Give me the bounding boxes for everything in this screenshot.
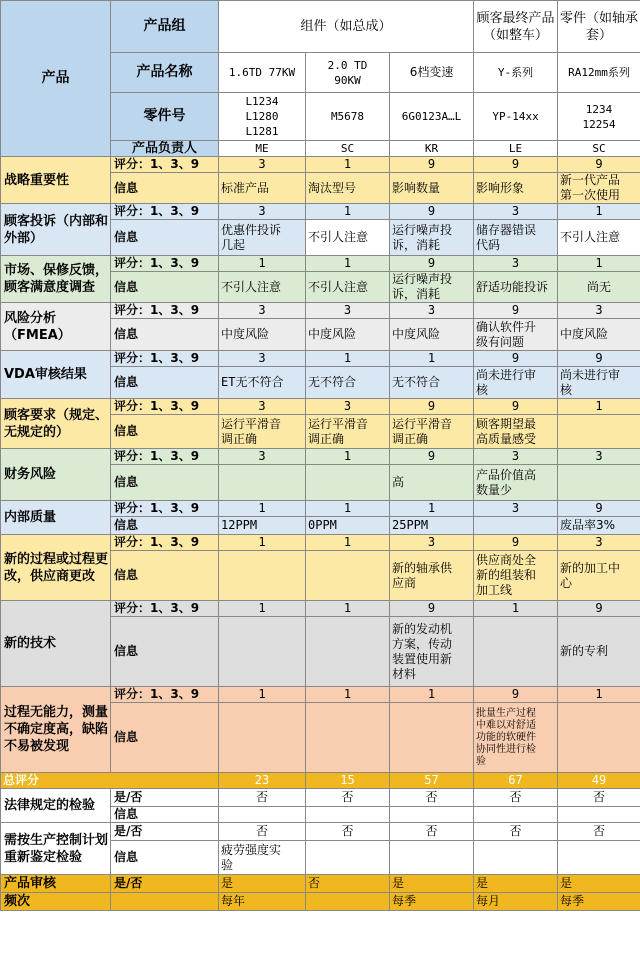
info-label: 信息	[111, 220, 219, 256]
score-cell: 9	[390, 449, 474, 465]
total-score-label: 总评分	[1, 773, 219, 789]
info-cell	[219, 703, 306, 773]
score-cell: 1	[219, 501, 306, 517]
info-label: 信息	[111, 517, 219, 535]
requal-info	[474, 841, 558, 875]
score-cell: 1	[219, 687, 306, 703]
score-cell: 9	[390, 157, 474, 173]
criterion-title: 内部质量	[1, 501, 111, 535]
yes-no-label: 是/否	[111, 789, 219, 807]
info-cell: 产品价值高 数量少	[474, 465, 558, 501]
info-cell: 0PPM	[306, 517, 390, 535]
info-cell: 标准产品	[219, 173, 306, 204]
requal-value: 否	[558, 823, 640, 841]
frequency-title: 频次	[1, 893, 111, 911]
total-score-value: 49	[558, 773, 640, 789]
score-cell: 3	[474, 256, 558, 272]
info-cell: 尚无	[558, 272, 640, 303]
score-label: 评分：1、3、9	[111, 303, 219, 319]
info-cell: 中度风险	[219, 319, 306, 351]
info-cell: 尚未进行审 核	[558, 367, 640, 399]
info-cell: 新的专利	[558, 617, 640, 687]
score-cell: 1	[306, 256, 390, 272]
score-cell: 1	[306, 601, 390, 617]
audit-value: 是	[558, 875, 640, 893]
info-cell: ET无不符合	[219, 367, 306, 399]
total-score-value: 67	[474, 773, 558, 789]
legal-title: 法律规定的检验	[1, 789, 111, 823]
info-label: 信息	[111, 272, 219, 303]
info-cell	[306, 617, 390, 687]
score-cell: 9	[474, 157, 558, 173]
info-label: 信息	[111, 319, 219, 351]
info-cell: 新的加工中 心	[558, 551, 640, 601]
total-score-value: 57	[390, 773, 474, 789]
score-label: 评分：1、3、9	[111, 501, 219, 517]
info-cell	[390, 703, 474, 773]
score-label: 评分：1、3、9	[111, 256, 219, 272]
audit-value: 是	[474, 875, 558, 893]
score-label: 评分：1、3、9	[111, 535, 219, 551]
criterion-title: 新的技术	[1, 601, 111, 687]
score-label: 评分：1、3、9	[111, 351, 219, 367]
score-cell: 9	[474, 687, 558, 703]
score-cell: 1	[306, 449, 390, 465]
info-cell: 中度风险	[558, 319, 640, 351]
info-cell: 高	[390, 465, 474, 501]
info-cell: 不引人注意	[219, 272, 306, 303]
legal-value: 否	[474, 789, 558, 807]
score-cell: 3	[474, 204, 558, 220]
score-label: 评分：1、3、9	[111, 687, 219, 703]
score-cell: 3	[219, 399, 306, 415]
requal-info	[390, 841, 474, 875]
frequency-value	[306, 893, 390, 911]
info-cell: 淘汰型号	[306, 173, 390, 204]
score-cell: 9	[474, 399, 558, 415]
score-cell: 9	[474, 351, 558, 367]
score-label: 评分：1、3、9	[111, 399, 219, 415]
score-cell: 1	[558, 256, 640, 272]
score-cell: 1	[306, 687, 390, 703]
info-cell: 优惠件投诉 几起	[219, 220, 306, 256]
owner-5: SC	[558, 141, 640, 157]
criterion-title: 风险分析（FMEA）	[1, 303, 111, 351]
part-number-label: 零件号	[111, 93, 219, 141]
score-cell: 1	[390, 501, 474, 517]
legal-info	[474, 807, 558, 823]
info-cell: 运行噪声投 诉，消耗	[390, 272, 474, 303]
criterion-title: VDA审核结果	[1, 351, 111, 399]
criterion-title: 过程无能力，测量不确定度高，缺陷不易被发现	[1, 687, 111, 773]
score-cell: 1	[558, 204, 640, 220]
total-score-value: 15	[306, 773, 390, 789]
score-cell: 1	[219, 601, 306, 617]
yes-no-label: 是/否	[111, 823, 219, 841]
info-cell: 运行噪声投 诉，消耗	[390, 220, 474, 256]
requal-value: 否	[306, 823, 390, 841]
info-label: 信息	[111, 551, 219, 601]
info-cell: 供应商处全 新的组装和 加工线	[474, 551, 558, 601]
owner-3: KR	[390, 141, 474, 157]
part-number-2: M5678	[306, 93, 390, 141]
score-cell: 3	[558, 303, 640, 319]
score-cell: 1	[306, 535, 390, 551]
requal-value: 否	[219, 823, 306, 841]
frequency-value: 每季	[558, 893, 640, 911]
info-cell: 不引人注意	[306, 220, 390, 256]
info-cell: 影响数量	[390, 173, 474, 204]
requal-value: 否	[390, 823, 474, 841]
info-cell: 25PPM	[390, 517, 474, 535]
criterion-title: 战略重要性	[1, 157, 111, 204]
info-label: 信息	[111, 173, 219, 204]
info-cell: 运行平滑音 调正确	[390, 415, 474, 449]
yes-no-label: 是/否	[111, 875, 219, 893]
score-cell: 1	[219, 535, 306, 551]
legal-value: 否	[306, 789, 390, 807]
owner-2: SC	[306, 141, 390, 157]
info-cell: 舒适功能投诉	[474, 272, 558, 303]
score-cell: 3	[390, 303, 474, 319]
product-group-label: 产品组	[111, 1, 219, 53]
criterion-title: 顾客要求（规定、无规定的）	[1, 399, 111, 449]
info-cell	[474, 517, 558, 535]
score-cell: 9	[474, 535, 558, 551]
score-cell: 9	[558, 351, 640, 367]
info-cell	[219, 465, 306, 501]
frequency-value: 每年	[219, 893, 306, 911]
info-cell	[306, 703, 390, 773]
score-cell: 3	[219, 157, 306, 173]
criterion-title: 市场、保修反馈，顾客满意度调查	[1, 256, 111, 303]
info-cell	[558, 703, 640, 773]
score-cell: 3	[558, 535, 640, 551]
legal-value: 否	[558, 789, 640, 807]
score-cell: 1	[390, 351, 474, 367]
info-cell	[474, 617, 558, 687]
score-cell: 3	[306, 399, 390, 415]
score-label: 评分：1、3、9	[111, 157, 219, 173]
legal-value: 否	[390, 789, 474, 807]
frequency-empty	[111, 893, 219, 911]
info-cell: 不引人注意	[306, 272, 390, 303]
score-cell: 1	[306, 501, 390, 517]
product-header: 产品	[1, 1, 111, 157]
owner-label: 产品负责人	[111, 141, 219, 157]
info-cell: 无不符合	[306, 367, 390, 399]
frequency-value: 每季	[390, 893, 474, 911]
score-cell: 9	[390, 601, 474, 617]
score-cell: 3	[306, 303, 390, 319]
score-cell: 1	[306, 351, 390, 367]
info-cell: 废品率3%	[558, 517, 640, 535]
legal-info	[558, 807, 640, 823]
info-label: 信息	[111, 617, 219, 687]
part-number-4: YP-14xx	[474, 93, 558, 141]
score-cell: 9	[390, 399, 474, 415]
info-cell: 中度风险	[306, 319, 390, 351]
score-label: 评分：1、3、9	[111, 449, 219, 465]
score-cell: 9	[474, 303, 558, 319]
audit-title: 产品审核	[1, 875, 111, 893]
info-label: 信息	[111, 367, 219, 399]
group-part: 零件（如轴承套）	[558, 1, 640, 53]
table-body	[1, 1, 640, 911]
info-label: 信息	[111, 703, 219, 773]
score-cell: 3	[219, 204, 306, 220]
info-cell	[219, 551, 306, 601]
legal-info	[306, 807, 390, 823]
info-cell: 中度风险	[390, 319, 474, 351]
score-cell: 9	[558, 601, 640, 617]
legal-info	[219, 807, 306, 823]
score-label: 评分：1、3、9	[111, 204, 219, 220]
info-cell	[306, 465, 390, 501]
requal-info: 疲劳强度实 验	[219, 841, 306, 875]
score-cell: 3	[474, 501, 558, 517]
part-number-1: L1234 L1280 L1281	[219, 93, 306, 141]
score-cell: 1	[558, 399, 640, 415]
score-cell: 3	[474, 449, 558, 465]
criterion-title: 新的过程或过程更改，供应商更改	[1, 535, 111, 601]
group-customer: 顾客最终产品（如整车）	[474, 1, 558, 53]
info-label: 信息	[111, 465, 219, 501]
info-cell: 新的轴承供 应商	[390, 551, 474, 601]
score-cell: 9	[558, 501, 640, 517]
score-cell: 9	[558, 157, 640, 173]
criterion-title: 顾客投诉（内部和外部）	[1, 204, 111, 256]
score-label: 评分：1、3、9	[111, 601, 219, 617]
requal-info	[306, 841, 390, 875]
frequency-value: 每月	[474, 893, 558, 911]
info-cell: 不引人注意	[558, 220, 640, 256]
product-name-1: 1.6TD 77KW	[219, 53, 306, 93]
info-label: 信息	[111, 841, 219, 875]
score-cell: 1	[390, 687, 474, 703]
product-name-label: 产品名称	[111, 53, 219, 93]
score-cell: 3	[219, 303, 306, 319]
info-cell: 尚未进行审 核	[474, 367, 558, 399]
info-cell: 12PPM	[219, 517, 306, 535]
info-cell: 运行平滑音 调正确	[219, 415, 306, 449]
info-cell: 运行平滑音 调正确	[306, 415, 390, 449]
score-cell: 9	[390, 204, 474, 220]
info-cell: 新的发动机 方案，传动 装置使用新 材料	[390, 617, 474, 687]
score-cell: 1	[219, 256, 306, 272]
score-cell: 1	[558, 687, 640, 703]
score-cell: 3	[219, 449, 306, 465]
requal-value: 否	[474, 823, 558, 841]
audit-value: 否	[306, 875, 390, 893]
score-cell: 3	[558, 449, 640, 465]
info-cell: 储存器错误 代码	[474, 220, 558, 256]
audit-value: 是	[390, 875, 474, 893]
legal-value: 否	[219, 789, 306, 807]
score-cell: 1	[306, 157, 390, 173]
product-name-4: Y-系列	[474, 53, 558, 93]
owner-1: ME	[219, 141, 306, 157]
info-cell: 确认软件升 级有问题	[474, 319, 558, 351]
product-name-3: 6档变速	[390, 53, 474, 93]
info-cell: 新一代产品 第一次使用	[558, 173, 640, 204]
requal-info	[558, 841, 640, 875]
product-name-2: 2.0 TD 90KW	[306, 53, 390, 93]
info-cell	[558, 465, 640, 501]
product-name-5: RA12mm系列	[558, 53, 640, 93]
score-cell: 3	[219, 351, 306, 367]
group-assembly: 组件（如总成）	[219, 1, 474, 53]
total-score-value: 23	[219, 773, 306, 789]
info-cell: 顾客期望最 高质量感受	[474, 415, 558, 449]
info-cell: 无不符合	[390, 367, 474, 399]
score-cell: 1	[474, 601, 558, 617]
requal-title: 需按生产控制计划重新鉴定检验	[1, 823, 111, 875]
part-number-5: 1234 12254	[558, 93, 640, 141]
info-cell: 影响形象	[474, 173, 558, 204]
criterion-title: 财务风险	[1, 449, 111, 501]
info-label: 信息	[111, 807, 219, 823]
info-cell: 批量生产过程 中难以对舒适 功能的软硬件 协同性进行检 验	[474, 703, 558, 773]
legal-info	[390, 807, 474, 823]
score-cell: 9	[390, 256, 474, 272]
info-cell	[558, 415, 640, 449]
info-cell	[306, 551, 390, 601]
owner-4: LE	[474, 141, 558, 157]
audit-value: 是	[219, 875, 306, 893]
score-cell: 3	[390, 535, 474, 551]
info-cell	[219, 617, 306, 687]
score-cell: 1	[306, 204, 390, 220]
part-number-3: 6G0123A…L	[390, 93, 474, 141]
info-label: 信息	[111, 415, 219, 449]
